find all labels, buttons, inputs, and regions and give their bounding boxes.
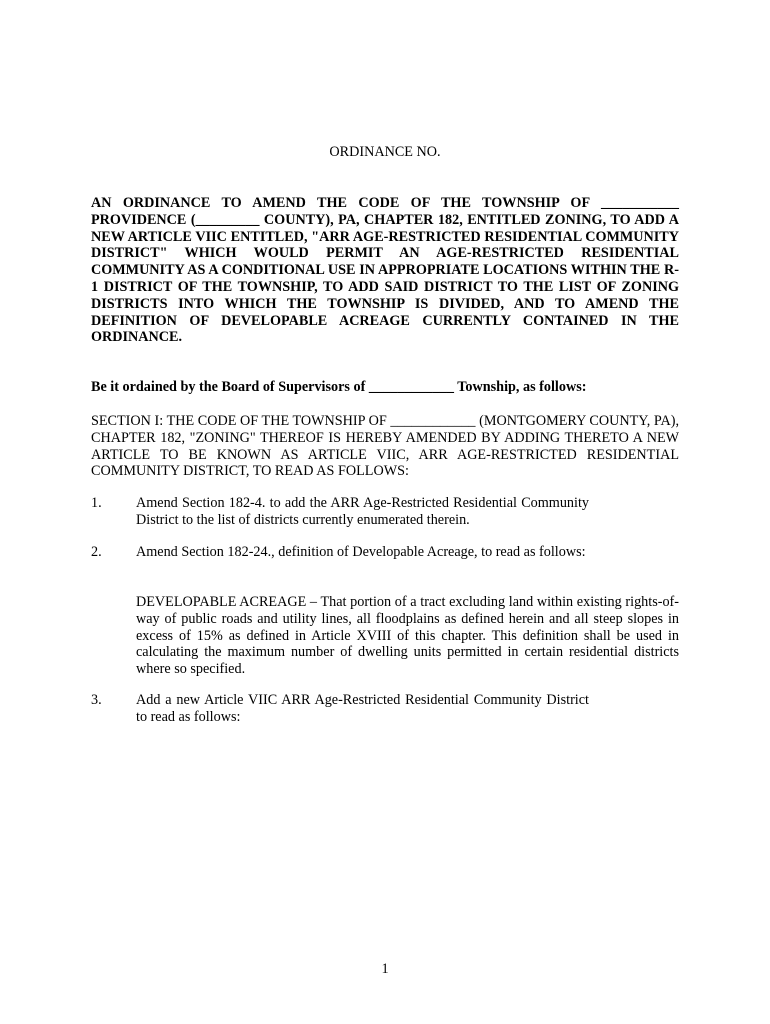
list-item — [91, 692, 591, 726]
list-item — [91, 495, 591, 529]
list-item-number: 3. — [91, 692, 102, 708]
section-one-text: SECTION I: THE CODE OF THE TOWNSHIP OF ____________ (MONTGOMERY COUNTY, PA), CHAPTER 182, "ZONING" THEREOF IS HEREBY AMENDED BY ADDING THERETO A NEW ARTICLE TO BE KNOWN AS ARTICLE VIIC, ARR AGE-RESTRICTED RESIDENTIAL COMMUNITY DISTRICT, TO READ AS FOLLOWS: — [91, 413, 679, 480]
enacting-clause: Be it ordained by the Board of Supervisors of ____________ Township, as follows: — [91, 379, 587, 395]
list-item-number: 1. — [91, 495, 102, 511]
list-item-text: Amend Section 182-4. to add the ARR Age-Restricted Residential Community District to the list of districts currently enumerated therein. — [136, 495, 589, 528]
list-item-text: Amend Section 182-24., definition of Developable Acreage, to read as follows: — [136, 544, 586, 560]
list-item-text: Add a new Article VIIC ARR Age-Restricted Residential Community District to read as follows: — [136, 692, 589, 725]
list-item — [91, 544, 591, 561]
developable-acreage-definition: DEVELOPABLE ACREAGE – That portion of a tract excluding land within existing rights-of-way of public roads and utility lines, all floodplains as defined herein and all steep slopes in excess of 15% as defined in Article XVIII of this chapter. This definition shall be used in calculating the maximum number of dwelling units permitted in certain residential districts where so specified. — [136, 594, 679, 678]
list-item-number: 2. — [91, 544, 102, 560]
page-number: 1 — [381, 961, 389, 977]
ordinance-title: ORDINANCE NO. — [329, 144, 441, 160]
ordinance-preamble: AN ORDINANCE TO AMEND THE CODE OF THE TOWNSHIP OF ___________ PROVIDENCE (_________ COUNTY), PA, CHAPTER 182, ENTITLED ZONING, TO ADD A NEW ARTICLE VIIC ENTITLED, "ARR AGE-RESTRICTED RESIDENTIAL COMMUNITY DISTRICT" WHICH WOULD PERMIT AN AGE-RESTRICTED RESIDENTIAL COMMUNITY AS A CONDITIONAL USE IN APPROPRIATE LOCATIONS WITHIN THE R-1 DISTRICT OF THE TOWNSHIP, TO ADD SAID DISTRICT TO THE LIST OF ZONING DISTRICTS INTO WHICH THE TOWNSHIP IS DIVIDED, AND TO AMEND THE DEFINITION OF DEVELOPABLE ACREAGE CURRENTLY CONTAINED IN THE ORDINANCE. — [91, 195, 679, 346]
